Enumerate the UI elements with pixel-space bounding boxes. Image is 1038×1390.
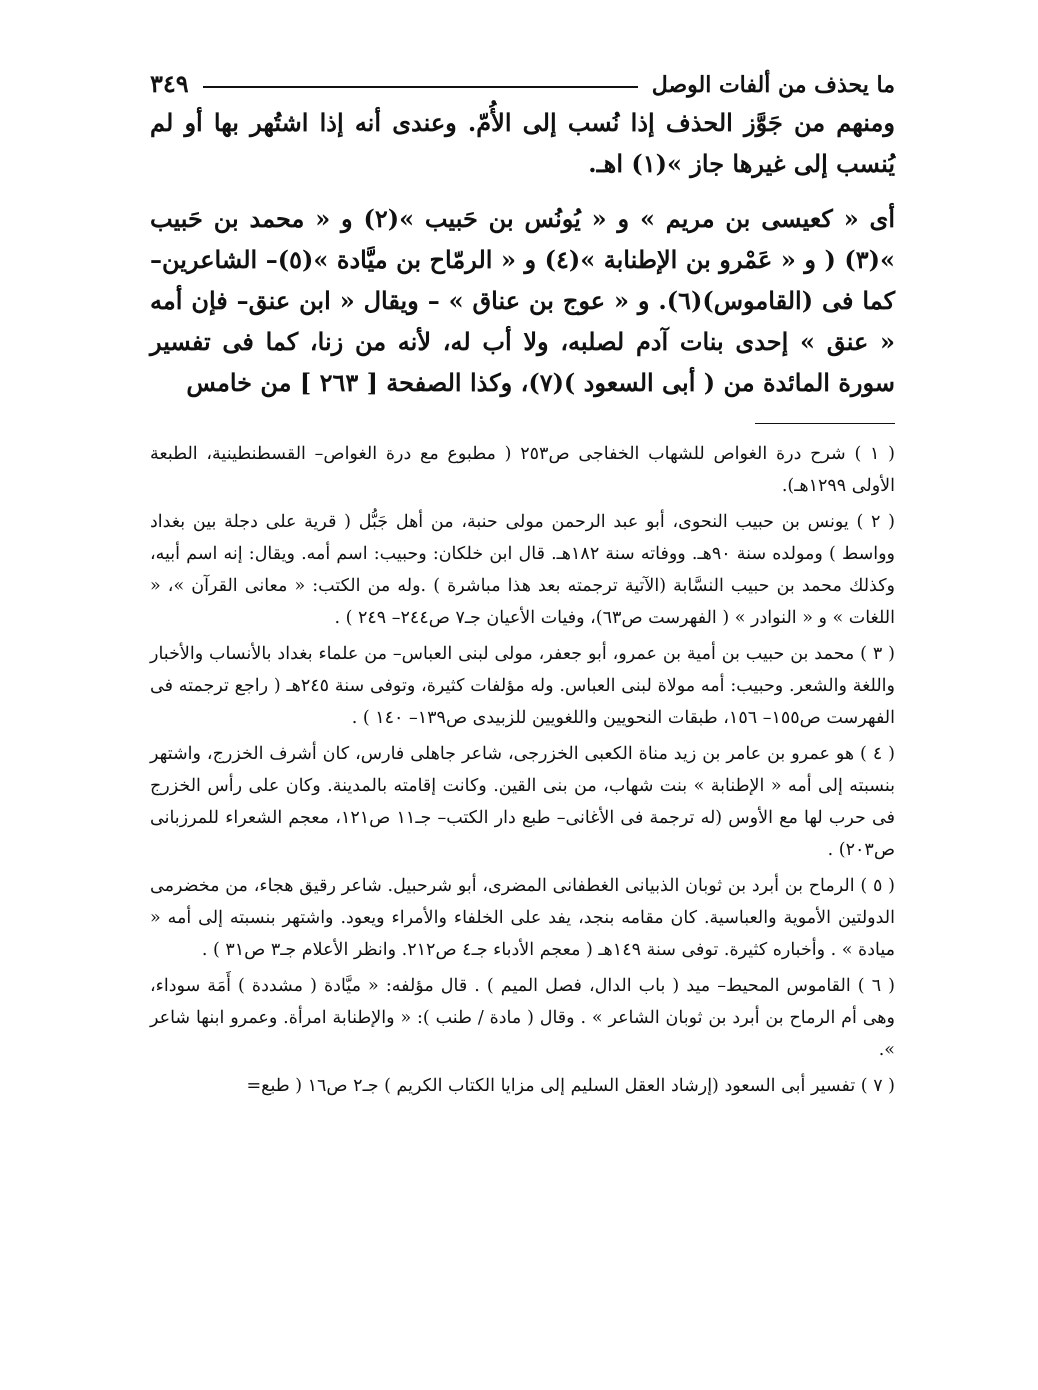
- running-title: ما يحذف من ألفات الوصل: [651, 72, 895, 98]
- footnote-3: ( ٣ ) محمد بن حبيب بن أمية بن عمرو، أبو جعفر، مولى لبنى العباس– من علماء بغداد بالأنساب والأخبار واللغة والشعر. وحبيب: أمه مولاة لبنى العباس. وله مؤلفات كثيرة، وتوفى سنة ٢٤٥هـ ( راجع ترجمته فى الفهرست ص١٥٥– ١٥٦، طبقات النحويين واللغويين للزبيدى ص١٣٩– ١٤٠ ) .: [150, 644, 895, 728]
- footnote-1: ( ١ ) شرح درة الغواص للشهاب الخفاجى ص٢٥٣ ( مطبوع مع درة الغواص– القسطنطينية، الطبعة الأولى ١٢٩٩هـ).: [150, 444, 896, 496]
- footnote-5: ( ٥ ) الرماح بن أبرد بن ثوبان الذبيانى الغطفانى المضرى، أبو شرحبيل. شاعر رقيق هجاء، من مخضرمى الدولتين الأموية والعباسية. كان مقامه بنجد، يفد على الخلفاء والأمراء ويعود. واشتهر بنسبته إلى أمه « ميادة » . وأخباره كثيرة. توفى سنة ١٤٩هـ ( معجم الأدباء جـ٤ ص٢١٢. وانظر الأعلام جـ٣ ص٣١ ) .: [150, 876, 896, 960]
- page-number: ٣٤٩: [150, 69, 189, 98]
- body-paragraph: أى « كعيسى بن مريم » و « يُونُس بن حَبيب »(٢) و « محمد بن حَبيب »(٣) ( و « عَمْرو بن الإطنابة »(٤) و « الرمّاح بن ميَّادة »(٥)– الشاعرين– كما فى (القاموس)(٦). و « عوج بن عناق » – ويقال « ابن عنق– فإن أمه « عنق » إحدى بنات آدم لصلبه، ولا أب له، لأنه من زنا، كما فى تفسير سورة المائدة من ( أبى السعود )(٧)، وكذا الصفحة [ ٢٦٣ ] من خامس: [150, 204, 896, 397]
- footnote-2: ( ٢ ) يونس بن حبيب النحوى، أبو عبد الرحمن مولى حنبة، من أهل جَبُّل ( قرية على دجلة بين بغداد وواسط ) ومولده سنة ٩٠هـ. ووفاته سنة ١٨٢هـ. قال ابن خلكان: وحبيب: اسم أمه. ويقال: إنه اسم أبيه، وكذلك محمد بن حبيب النسَّابة (الآتية ترجمته بعد هذا مباشرة ) .وله من الكتب: « معانى القرآن »، « اللغات » و « النوادر » ( الفهرست ص٦٣)، وفيات الأعيان جـ٧ ص٢٤٤– ٢٤٩ ) .: [150, 512, 895, 628]
- book-page: [150, 62, 895, 1372]
- main-text: [150, 102, 895, 403]
- header-rule: [203, 86, 638, 88]
- footnotes: [150, 438, 895, 1102]
- footnote-7: ( ٧ ) تفسير أبى السعود (إرشاد العقل السليم إلى مزايا الكتاب الكريم ) جـ٢ ص١٦ ( طبع=: [246, 1076, 895, 1096]
- running-head: [150, 62, 895, 98]
- footnote-separator: [755, 423, 895, 424]
- footnote-6: ( ٦ ) القاموس المحيط– ميد ( باب الدال، فصل الميم ) . قال مؤلفه: « ميَّادة ( مشددة ) أَمَة سوداء، وهى أم الرماح بن أبرد بن ثوبان الشاعر » . وقال ( مادة / طنب ): « والإطنابة امرأة. وعمرو ابنها شاعر ».: [150, 976, 895, 1060]
- footnote-4: ( ٤ ) هو عمرو بن عامر بن زيد مناة الكعبى الخزرجى، شاعر جاهلى فارس، كان أشرف الخزرج، واشتهر بنسبته إلى أمه « الإطنابة » بنت شهاب، من بنى القين. وكانت إقامته بالمدينة. وكان على رأس الخزرج فى حرب لها مع الأوس (له ترجمة فى الأغانى– طبع دار الكتب– جـ١١ ص١٢١، معجم الشعراء للمرزبانى ص٢٠٣) .: [150, 744, 895, 860]
- body-paragraph: ومنهم من جَوَّز الحذف إذا نُسب إلى الأُمّ. وعندى أنه إذا اشتُهر بها أو لم يُنسب إلى غيرها جاز »(١) اهـ.: [150, 108, 895, 178]
